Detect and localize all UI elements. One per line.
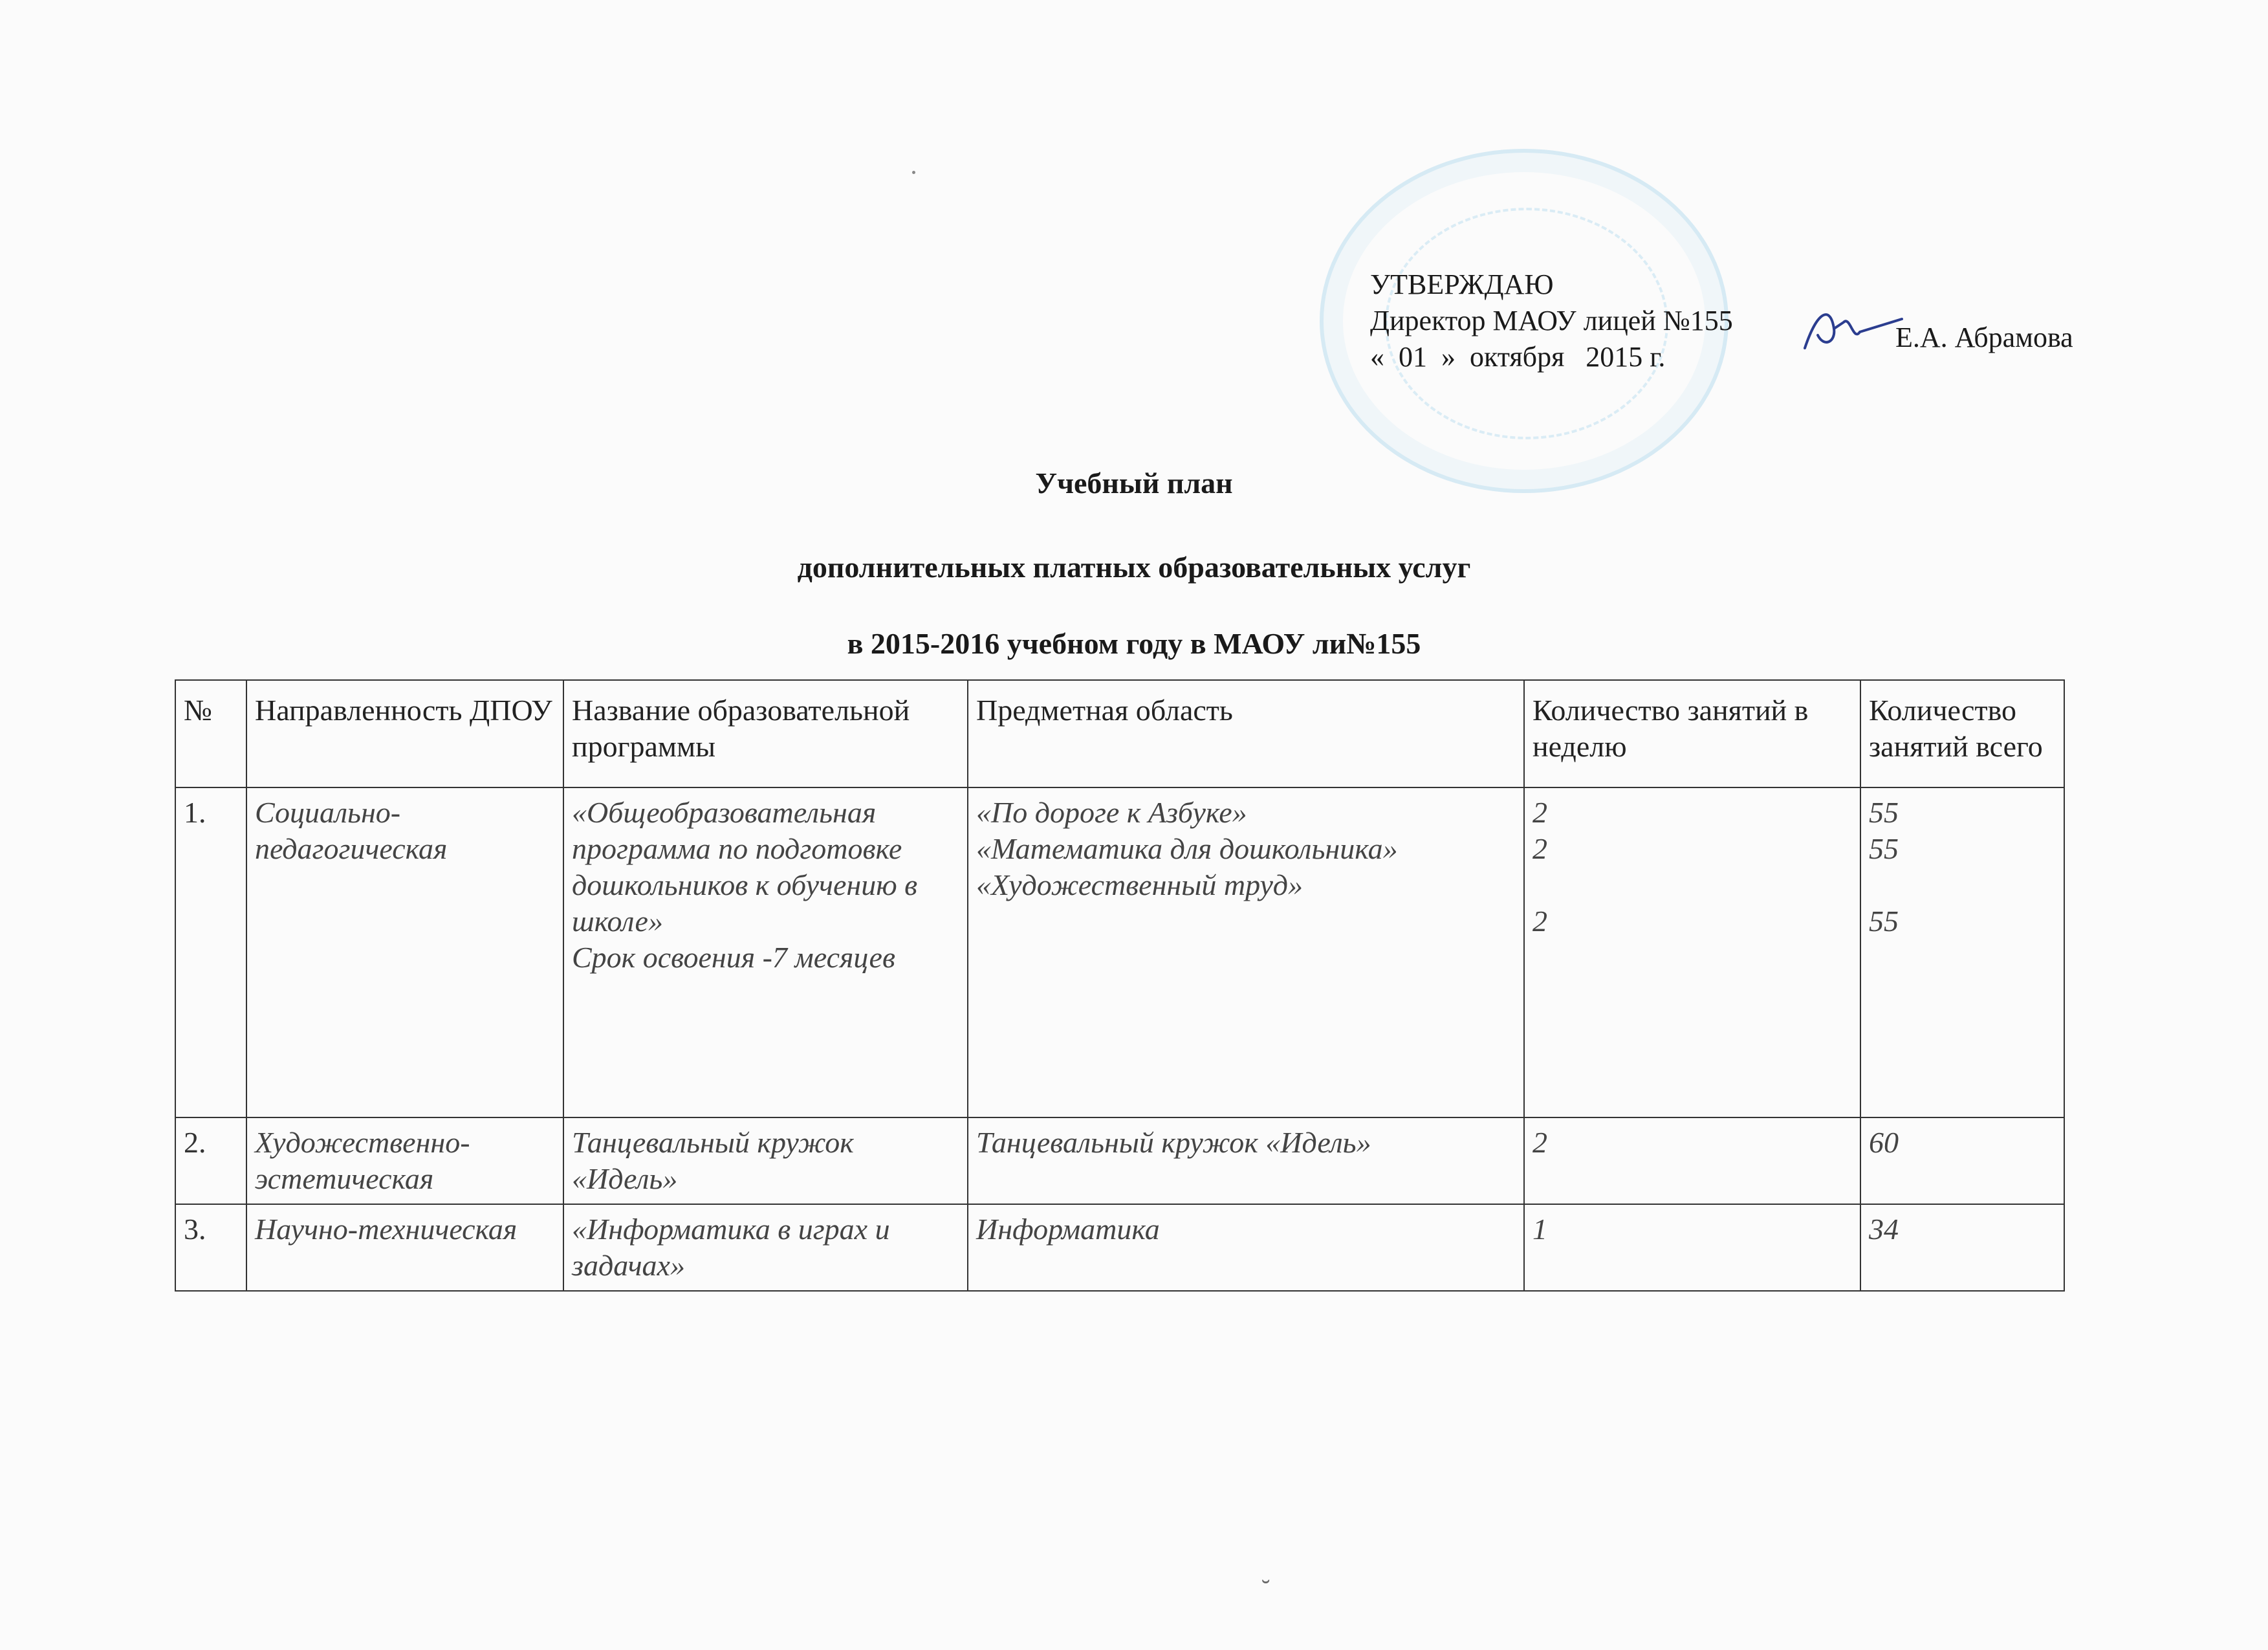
row-num: 1.	[175, 787, 246, 1117]
row-direction: Социально-педагогическая	[246, 787, 563, 1117]
director-signature	[1798, 303, 1908, 355]
row-num: 2.	[175, 1117, 246, 1204]
subject-item: «По дороге к Азбуке»	[976, 796, 1247, 829]
subject-item: «Художественный труд»	[976, 868, 1303, 901]
scan-speck	[912, 171, 915, 174]
curriculum-table	[175, 679, 2065, 1292]
total-value: 55	[1869, 905, 1899, 938]
row-program	[563, 787, 968, 1117]
row-subjects	[968, 787, 1524, 1117]
row-total: 60	[1860, 1117, 2064, 1204]
table-header-row	[175, 680, 2064, 787]
total-value: 55	[1869, 796, 1899, 829]
header-program: Название образовательной программы	[563, 680, 968, 787]
total-value: 55	[1869, 832, 1899, 865]
approval-date: « 01 » октября 2015 г.	[1370, 341, 1666, 373]
header-subject: Предметная область	[968, 680, 1524, 787]
row-total	[1860, 787, 2064, 1117]
row-program: «Информатика в играх и задачах»	[563, 1204, 968, 1291]
row-direction: Художественно-эстетическая	[246, 1117, 563, 1204]
row-per-week: 1	[1524, 1204, 1860, 1291]
program-duration: Срок освоения -7 месяцев	[572, 941, 895, 974]
approval-position: Директор МАОУ лицей №155	[1370, 305, 1733, 336]
table-row	[175, 1204, 2064, 1291]
subject-item: «Математика для дошкольника»	[976, 832, 1398, 865]
row-subjects: Танцевальный кружок «Идель»	[968, 1117, 1524, 1204]
header-per-week: Количество занятий в неделю	[1524, 680, 1860, 787]
approval-block	[1370, 267, 1733, 375]
header-num: №	[175, 680, 246, 787]
table-row	[175, 787, 2064, 1117]
row-num: 3.	[175, 1204, 246, 1291]
row-per-week	[1524, 787, 1860, 1117]
row-direction: Научно-техническая	[246, 1204, 563, 1291]
doc-subtitle: дополнительных платных образовательных услуг	[797, 551, 1471, 584]
row-per-week: 2	[1524, 1117, 1860, 1204]
doc-title: Учебный план	[1035, 467, 1233, 500]
header-direction: Направленность ДПОУ	[246, 680, 563, 787]
program-name: «Общеобразовательная программа по подготовке дошкольников к обучению в школе»	[572, 796, 918, 938]
per-week-value: 2	[1532, 832, 1547, 865]
table-row	[175, 1117, 2064, 1204]
header-total: Количество занятий всего	[1860, 680, 2064, 787]
row-total: 34	[1860, 1204, 2064, 1291]
director-name: Е.А. Абрамова	[1895, 322, 2073, 353]
scan-mark: ˘	[1261, 1574, 1270, 1603]
row-subjects: Информатика	[968, 1204, 1524, 1291]
row-program: Танцевальный кружок «Идель»	[563, 1117, 968, 1204]
per-week-value: 2	[1532, 905, 1547, 938]
approval-title: УТВЕРЖДАЮ	[1370, 269, 1554, 300]
per-week-value: 2	[1532, 796, 1547, 829]
doc-year-line: в 2015-2016 учебном году в МАОУ ли№155	[847, 627, 1421, 660]
